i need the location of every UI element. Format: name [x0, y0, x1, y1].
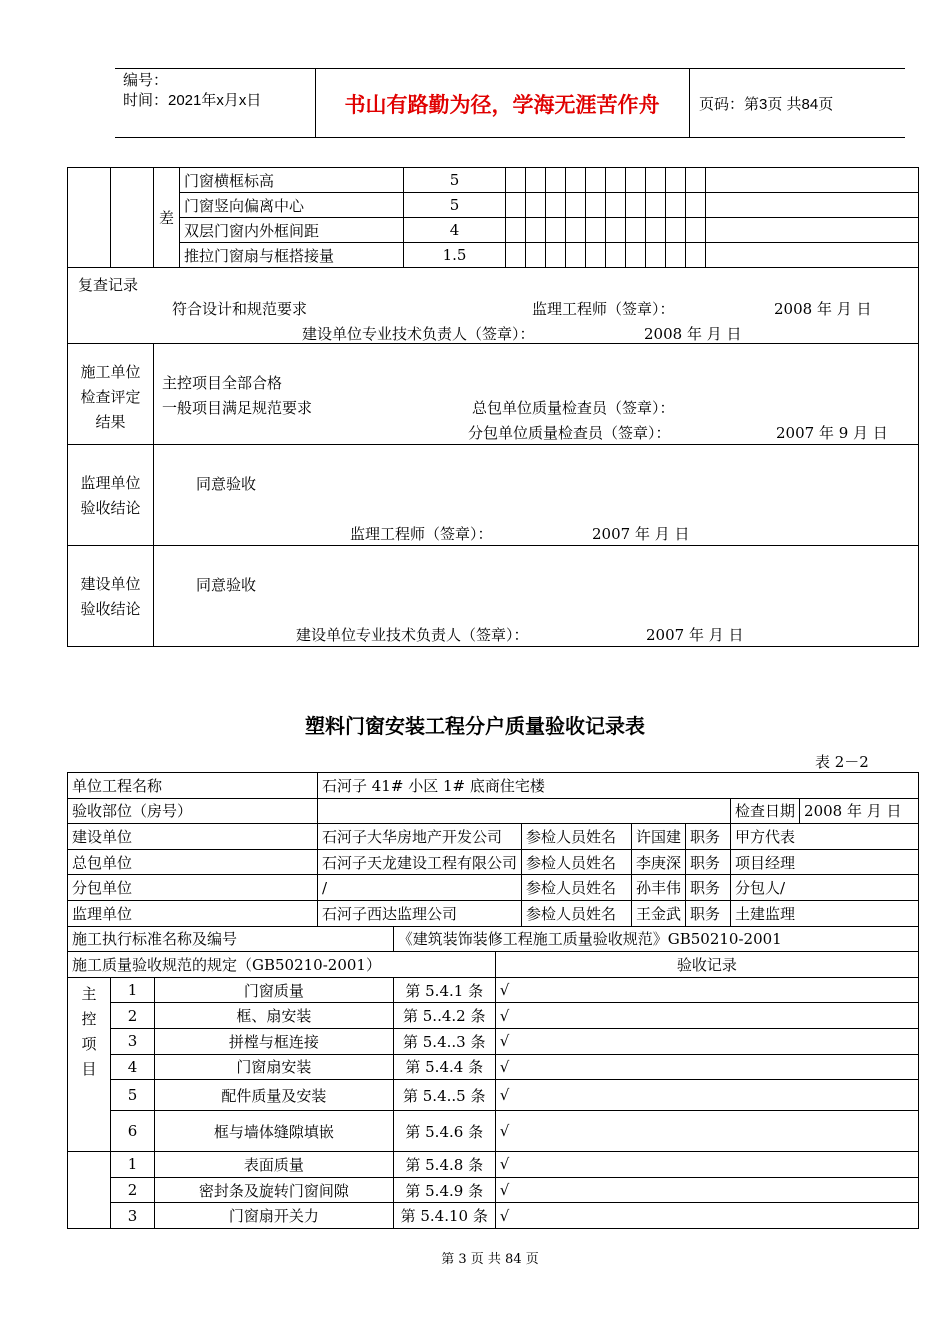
- item-name: 密封条及旋转门窗间隙: [155, 1177, 394, 1203]
- party-company: 石河子西达监理公司: [318, 900, 522, 926]
- item-record: √: [495, 1003, 918, 1029]
- item-record: √: [495, 1080, 918, 1111]
- supervision-label-1: 监理单位: [80, 474, 141, 492]
- item-record: √: [495, 1203, 918, 1229]
- contractor-label-1: 施工单位: [80, 363, 141, 381]
- deviation-row: [68, 243, 919, 268]
- party-role: 分包单位: [68, 875, 318, 901]
- doc-number-label: 编号：: [123, 72, 169, 89]
- general-inspector: 总包单位质量检查员（签章）：: [472, 399, 675, 417]
- main-item-row: [68, 1080, 919, 1111]
- party-person-label: 参检人员姓名: [522, 900, 632, 926]
- item-record: √: [495, 1111, 918, 1152]
- party-duty: 甲方代表: [731, 824, 919, 850]
- deviation-item: 推拉门窗扇与框搭接量: [180, 243, 404, 268]
- contractor-row: [68, 344, 919, 445]
- item-clause: 第 5.4.10 条: [393, 1203, 495, 1229]
- spec-label: 施工质量验收规范的规定（GB50210-2001）: [68, 952, 496, 978]
- page-header: [115, 68, 905, 138]
- item-record: √: [495, 1054, 918, 1080]
- header-page-label: 页码：第3页 共84页: [699, 96, 834, 113]
- deviation-value: 5: [404, 168, 506, 193]
- party-duty: 分包人/: [731, 875, 919, 901]
- main-item-row: [68, 977, 919, 1003]
- general-item-row: [68, 1152, 919, 1178]
- doc-title: 塑料门窗安装工程分户质量验收记录表: [305, 714, 645, 738]
- party-row: [68, 875, 919, 901]
- party-person-label: 参检人员姓名: [522, 849, 632, 875]
- party-duty-label: 职务: [686, 824, 731, 850]
- party-person-label: 参检人员姓名: [522, 824, 632, 850]
- deviation-row: [68, 168, 919, 193]
- standard-label: 施工执行标准名称及编号: [68, 926, 394, 952]
- party-duty: 土建监理: [731, 900, 919, 926]
- header-meta: [123, 71, 313, 111]
- general-item-row: [68, 1177, 919, 1203]
- sub-inspector: 分包单位质量检查员（签章）：: [468, 424, 671, 442]
- upper-table: [67, 167, 919, 647]
- deviation-item: 双层门窗内外框间距: [180, 218, 404, 243]
- supervision-date: 2007 年 月 日: [592, 525, 690, 543]
- header-slogan: 书山有路勤为径，学海无涯苦作舟: [344, 93, 660, 117]
- doc-time-label: 时间：2021年x月x日: [123, 92, 262, 109]
- main-item-row: [68, 1003, 919, 1029]
- main-item-row: [68, 1111, 919, 1152]
- party-role: 监理单位: [68, 900, 318, 926]
- item-clause: 第 5.4.6 条: [393, 1111, 495, 1152]
- supervision-signer: 监理工程师（签章）：: [350, 525, 493, 543]
- deviation-item: 门窗竖向偏离中心: [180, 193, 404, 218]
- item-no: 1: [111, 977, 155, 1003]
- owner-label-1: 建设单位: [80, 575, 141, 593]
- supervision-label-2: 验收结论: [80, 499, 141, 517]
- supervision-row: [68, 445, 919, 546]
- item-no: 2: [111, 1003, 155, 1029]
- standard-row: [68, 926, 919, 952]
- owner-label-2: 验收结论: [80, 600, 141, 618]
- party-duty-label: 职务: [686, 900, 731, 926]
- party-role: 建设单位: [68, 824, 318, 850]
- item-no: 3: [111, 1028, 155, 1054]
- item-no: 1: [111, 1152, 155, 1178]
- party-row: [68, 849, 919, 875]
- main-item-row: [68, 1054, 919, 1080]
- item-name: 门窗质量: [155, 977, 394, 1003]
- item-clause: 第 5.4.9 条: [393, 1177, 495, 1203]
- item-no: 3: [111, 1203, 155, 1229]
- item-name: 框、扇安装: [155, 1003, 394, 1029]
- item-name: 配件质量及安装: [155, 1080, 394, 1111]
- item-record: √: [495, 1177, 918, 1203]
- deviation-value: 1.5: [404, 243, 506, 268]
- party-row: [68, 824, 919, 850]
- party-row: [68, 900, 919, 926]
- party-company: 石河子天龙建设工程有限公司: [318, 849, 522, 875]
- project-value: 石河子 41# 小区 1# 底商住宅楼: [318, 773, 919, 799]
- project-label: 单位工程名称: [68, 773, 318, 799]
- review-row: [68, 268, 919, 344]
- contractor-line-2: 一般项目满足规范要求: [162, 399, 313, 417]
- contractor-line-1: 主控项目全部合格: [162, 374, 283, 392]
- item-record: √: [495, 977, 918, 1003]
- item-name: 拼樘与框连接: [155, 1028, 394, 1054]
- diff-label: 差: [154, 168, 180, 268]
- owner-text: 同意验收: [196, 576, 257, 594]
- standard-value: 《建筑装饰装修工程施工质量验收规范》GB50210-2001: [393, 926, 918, 952]
- main-group-label: 主 控 项 目: [68, 977, 111, 1151]
- general-group-label: [68, 1152, 111, 1229]
- review-supervisor-date: 2008 年 月 日: [774, 300, 872, 318]
- main-item-row: [68, 1028, 919, 1054]
- party-company: 石河子大华房地产开发公司: [318, 824, 522, 850]
- check-date-value: 2008 年 月 日: [800, 798, 919, 824]
- contractor-label-2: 检查评定: [80, 388, 141, 406]
- item-clause: 第 5.4.4 条: [393, 1054, 495, 1080]
- item-clause: 第 5.4.8 条: [393, 1152, 495, 1178]
- item-no: 4: [111, 1054, 155, 1080]
- owner-row: [68, 546, 919, 647]
- review-supervisor: 监理工程师（签章）：: [532, 300, 675, 318]
- owner-signer: 建设单位专业技术负责人（签章）：: [296, 626, 529, 644]
- spec-header-row: [68, 952, 919, 978]
- party-duty-label: 职务: [686, 849, 731, 875]
- page-footer: 第 3 页 共 84 页: [441, 1252, 539, 1267]
- deviation-row: [68, 193, 919, 218]
- party-name: 许国建: [632, 824, 686, 850]
- item-no: 2: [111, 1177, 155, 1203]
- deviation-item: 门窗横框标高: [180, 168, 404, 193]
- review-label: 复查记录: [78, 276, 139, 294]
- contractor-date: 2007 年 9 月 日: [776, 424, 888, 442]
- party-role: 总包单位: [68, 849, 318, 875]
- record-label: 验收记录: [495, 952, 918, 978]
- item-name: 门窗扇安装: [155, 1054, 394, 1080]
- item-name: 表面质量: [155, 1152, 394, 1178]
- item-no: 6: [111, 1111, 155, 1152]
- item-clause: 第 5.4..3 条: [393, 1028, 495, 1054]
- item-name: 门窗扇开关力: [155, 1203, 394, 1229]
- deviation-value: 4: [404, 218, 506, 243]
- item-clause: 第 5..4.2 条: [393, 1003, 495, 1029]
- party-name: 孙丰伟: [632, 875, 686, 901]
- item-no: 5: [111, 1080, 155, 1111]
- check-date-label: 检查日期: [731, 798, 800, 824]
- party-duty: 项目经理: [731, 849, 919, 875]
- supervision-text: 同意验收: [196, 475, 257, 493]
- party-person-label: 参检人员姓名: [522, 875, 632, 901]
- table-number: 表 2－2: [815, 753, 869, 771]
- acceptance-table: [67, 772, 919, 1229]
- item-record: √: [495, 1028, 918, 1054]
- owner-date: 2007 年 月 日: [646, 626, 744, 644]
- project-row: [68, 773, 919, 799]
- deviation-value: 5: [404, 193, 506, 218]
- contractor-label-3: 结果: [95, 413, 126, 431]
- party-duty-label: 职务: [686, 875, 731, 901]
- part-row: [68, 798, 919, 824]
- item-name: 框与墙体缝隙填嵌: [155, 1111, 394, 1152]
- review-owner-date: 2008 年 月 日: [644, 325, 742, 343]
- deviation-row: [68, 218, 919, 243]
- item-record: √: [495, 1152, 918, 1178]
- party-name: 李庚深: [632, 849, 686, 875]
- party-name: 王金武: [632, 900, 686, 926]
- review-text: 符合设计和规范要求: [172, 300, 308, 318]
- general-item-row: [68, 1203, 919, 1229]
- review-owner: 建设单位专业技术负责人（签章）：: [302, 325, 535, 343]
- item-clause: 第 5.4..5 条: [393, 1080, 495, 1111]
- part-label: 验收部位（房号）: [68, 798, 318, 824]
- party-company: /: [318, 875, 522, 901]
- item-clause: 第 5.4.1 条: [393, 977, 495, 1003]
